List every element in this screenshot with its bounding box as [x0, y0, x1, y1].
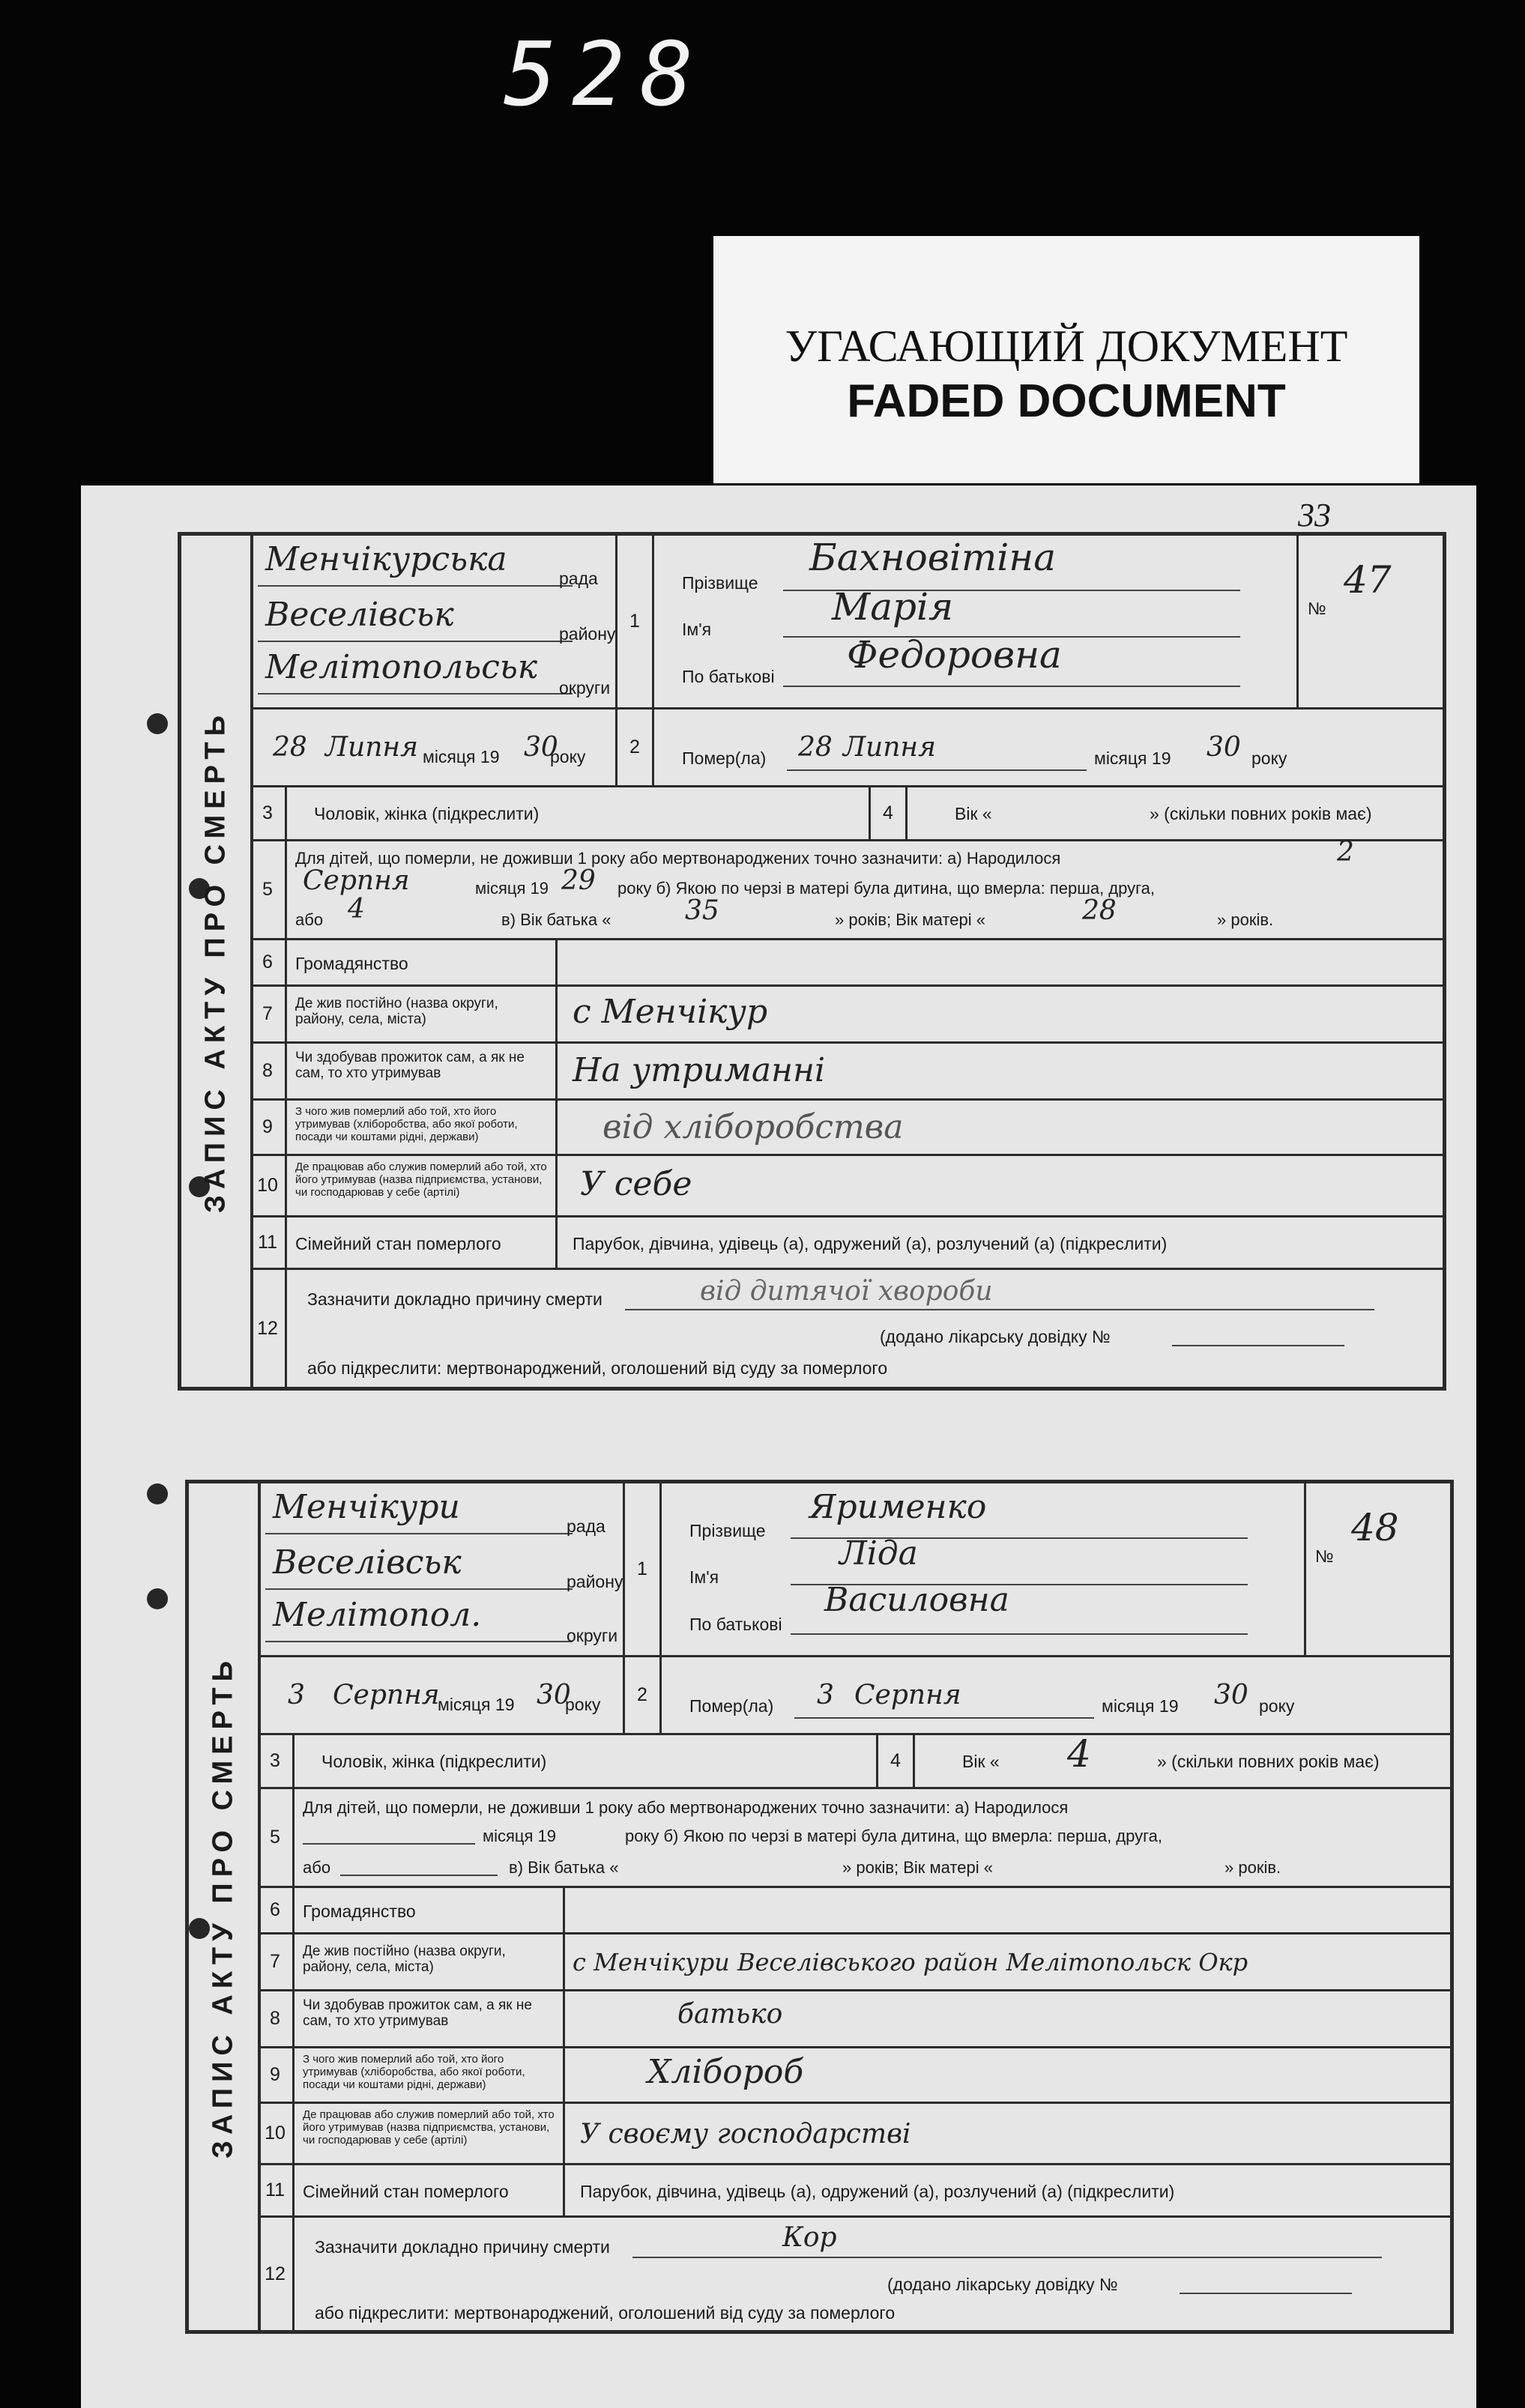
death-day: 28 — [798, 732, 833, 763]
label-russian: УГАСАЮЩИЙ ДОКУМЕНТ — [785, 321, 1348, 371]
death-day: 3 — [817, 1680, 834, 1710]
form-side-title: ЗАПИС АКТУ ПРО СМЕРТЬ — [189, 1483, 261, 2330]
workplace-value: У себе — [580, 1165, 692, 1203]
born-year: 29 — [561, 865, 596, 896]
raion-value: Веселівськ — [273, 1543, 462, 1582]
form-row-9: 9 З чого жив померлий або той, хто його утримував (хліборобства, або якої роботи, посади чи коштами рідні, держави) від хліборобства — [250, 1101, 1443, 1156]
name-value: Марія — [832, 585, 954, 629]
form-row-1 — [250, 536, 1443, 710]
residence-value: с Менчікури Веселівського район Мелітопольск Окр — [573, 1948, 1248, 1976]
occupation-value: Хлібороб — [647, 2053, 804, 2091]
form-row-11: 11 Сімейний стан померлого Парубок, дівчина, удівець (а), одружений (а), розлучений (а) (підкреслити) — [250, 1217, 1443, 1270]
occupation-value: від хліборобства — [603, 1108, 904, 1146]
raion-label: району — [559, 624, 616, 644]
surname-label: Прізвище — [682, 573, 758, 593]
death-date-cell: Помер(ла) 28 Липня місяця 19 30 року — [652, 710, 1443, 785]
row-number: 2 — [617, 710, 654, 785]
father-age: 35 — [685, 895, 719, 926]
rada-value: Менчікурська — [265, 540, 507, 578]
form-row-2 — [250, 710, 1443, 787]
okrug-value: Мелітопольськ — [265, 648, 538, 686]
page-number: 33 — [1298, 497, 1331, 533]
form-row-2: 3 Серпня місяця 19 30 року 2 Помер(ла) 3 Серпня місяця 19 30 року — [258, 1657, 1450, 1735]
okrug-value: Мелітопол. — [273, 1596, 482, 1634]
reg-day: 28 — [273, 732, 307, 763]
frame-number: 528 — [504, 22, 709, 126]
binder-hole — [147, 1483, 168, 1504]
form-row-8: 8 Чи здобував прожиток сам, а як не сам, то хто утримував батько — [258, 1991, 1450, 2048]
name-value: Ліда — [839, 1534, 918, 1573]
okrug-label: округи — [559, 678, 611, 698]
form-row-6: 6 Громадянство — [250, 940, 1443, 987]
death-record-form-2 — [185, 1480, 1454, 2334]
names-cell: Прізвище Ярименко Ім'я Ліда По батькові Василовна № 48 — [659, 1483, 1450, 1655]
form-row-12: 12 Зазначити докладно причину смерти Кор (додано лікарську довідку № або підкреслити: мертвонароджений, оголошений від суду за померлого — [258, 2218, 1450, 2330]
born-month: Серпня — [303, 865, 410, 896]
raion-value: Веселівськ — [265, 596, 454, 634]
form-row-5: 5 Для дітей, що померли, не доживши 1 року або мертвонароджених точно зазначити: а) Народилося місяця 19 року б) Якою по черзі в матері була дитина, що вмерла: перша, друга, або в) Вік батька « » років; Вік матері « » років. — [258, 1789, 1450, 1888]
record-number-box — [1296, 536, 1443, 707]
patronymic-value: Федоровна — [847, 633, 1062, 677]
name-label: Ім'я — [682, 620, 712, 639]
rada-value: Менчікури — [273, 1488, 460, 1526]
surname-value: Бахновітіна — [809, 536, 1057, 579]
sex-label: Чоловік, жінка (підкреслити) — [314, 804, 540, 823]
death-year: 30 — [1207, 732, 1241, 763]
patronymic-value: Василовна — [824, 1581, 1009, 1619]
faded-document-label — [713, 236, 1419, 483]
binder-hole — [147, 713, 168, 734]
record-number-box: № 48 — [1304, 1483, 1450, 1655]
form-row-1: Менчікури рада Веселівськ району Мелітопол. округи 1 Прізвище Ярименко Ім'я Ліда По батькові Василовна № 48 — [258, 1483, 1450, 1657]
mother-age: 28 — [1082, 895, 1117, 926]
reg-day: 3 — [288, 1680, 305, 1710]
place-cell — [250, 536, 617, 707]
reg-month: Серпня — [333, 1680, 440, 1710]
label-english: FADED DOCUMENT — [847, 375, 1286, 427]
form-row-9: 9 З чого жив померлий або той, хто його утримував (хліборобства, або якої роботи, посади чи коштами рідні, держави) Хлібороб — [258, 2048, 1450, 2104]
support-value: батько — [677, 1999, 783, 2030]
record-number: 47 — [1344, 558, 1392, 602]
form-row-6: 6 Громадянство — [258, 1888, 1450, 1934]
patronymic-label: По батькові — [682, 667, 775, 686]
form-row-11: 11 Сімейний стан померлого Парубок, дівчина, удівець (а), одружений (а), розлучений (а) (підкреслити) — [258, 2165, 1450, 2218]
residence-value: с Менчікур — [573, 993, 768, 1031]
form-side-title: ЗАПИС АКТУ ПРО СМЕРТЬ — [181, 536, 253, 1387]
form-row-3: 3 Чоловік, жінка (підкреслити) 4 Вік « 4 » (скільки повних років має) — [258, 1735, 1450, 1789]
death-record-form-1 — [178, 532, 1446, 1391]
form-row-10: 10 Де працював або служив померлий або той, хто його утримував (назва підприємства, установи, чи господарював у себе (артілі) У себе — [250, 1156, 1443, 1217]
reg-date-cell: 28 Липня місяця 19 30 року — [250, 710, 617, 785]
form-row-12: 12 Зазначити докладно причину смерти від дитячої хвороби (додано лікарську довідку № або підкреслити: мертвонароджений, оголошений від суду за померлого — [250, 1270, 1443, 1387]
born-day: 2 — [1337, 837, 1354, 868]
place-cell: Менчікури рада Веселівськ району Мелітопол. округи — [258, 1483, 625, 1655]
cause-value: Кор — [782, 2222, 837, 2253]
workplace-value: У своєму господарстві — [580, 2119, 911, 2150]
binder-hole — [147, 1588, 168, 1609]
age-label: Вік « — [955, 804, 992, 823]
marital-options: Парубок, дівчина, удівець (а), одружений (а), розлучений (а) (підкреслити) — [573, 1234, 1168, 1253]
death-month: Серпня — [854, 1680, 961, 1710]
number-label: № — [1308, 599, 1326, 618]
death-month: Липня — [843, 732, 936, 763]
death-year: 30 — [1214, 1680, 1248, 1710]
age-value: 4 — [1067, 1732, 1091, 1776]
support-value: На утриманні — [573, 1051, 826, 1089]
reg-year: 30 — [537, 1680, 571, 1710]
rada-label: рада — [559, 569, 598, 588]
reg-year: 30 — [524, 732, 558, 763]
form-row-7: 7 Де жив постійно (назва округи, району, села, міста) с Менчікур — [250, 987, 1443, 1044]
cause-value: від дитячої хвороби — [700, 1276, 993, 1307]
form-row-3: 3 Чоловік, жінка (підкреслити) 4 Вік « » (скільки повних років має) — [250, 787, 1443, 841]
names-cell — [652, 536, 1443, 707]
died-label: Помер(ла) — [682, 748, 767, 768]
record-number: 48 — [1351, 1506, 1399, 1549]
surname-value: Ярименко — [809, 1488, 987, 1526]
form-row-7: 7 Де жив постійно (назва округи, району, села, міста) с Менчікури Веселівського район Мелітопольск Окр — [258, 1934, 1450, 1991]
reg-month: Липня — [325, 732, 418, 763]
row-number: 1 — [617, 536, 654, 707]
form-row-5: 5 Для дітей, що померли, не доживши 1 року або мертвонароджених точно зазначити: а) Народилося 2 Серпня місяця 19 29 року б) Якою по черзі в матері була дитина, що вмерла: перша, друга, або 4 в) Вік батька « 35 » років; Вік матері « 28 » років. — [250, 841, 1443, 940]
form-row-10: 10 Де працював або служив померлий або той, хто його утримував (назва підприємства, установи, чи господарював у себе (артілі) У своєму господарстві — [258, 2104, 1450, 2165]
birth-order: 4 — [348, 894, 365, 925]
form-row-8: 8 Чи здобував прожиток сам, а як не сам, то хто утримував На утриманні — [250, 1044, 1443, 1101]
